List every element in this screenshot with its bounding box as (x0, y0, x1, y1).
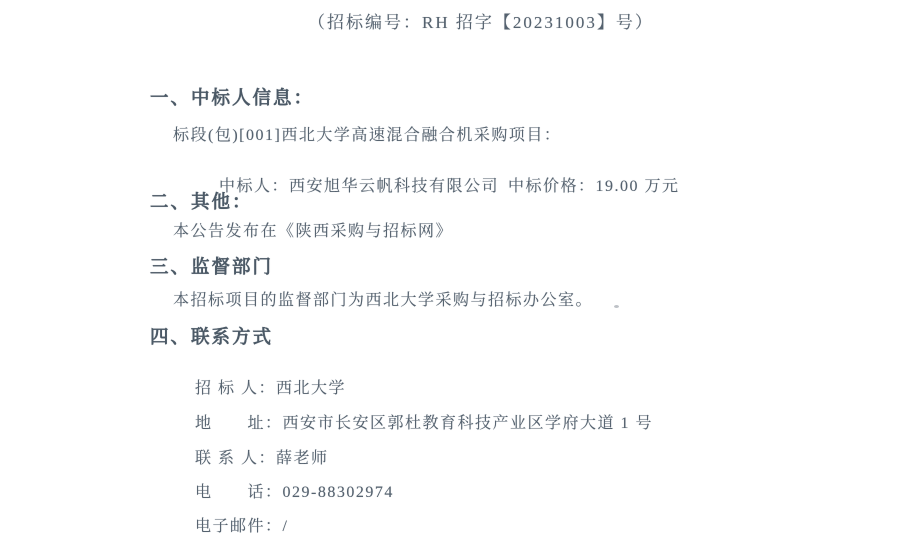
section-heading-supervision: 三、监督部门 (150, 258, 274, 278)
package-line: 标段(包)[001]西北大学高速混合融合机采购项目： (173, 127, 562, 144)
scan-speck (614, 305, 619, 308)
winner-name: 西安旭华云帆科技有限公司 (289, 178, 500, 195)
section-heading-winner-info: 一、中标人信息： (150, 89, 315, 109)
other-body: 本公告发布在《陕西采购与招标网》 (173, 223, 454, 240)
price-value: 19.00 万元 (595, 178, 680, 195)
contact-value: / (282, 518, 289, 535)
contact-label: 招 标 人： (195, 380, 277, 397)
contact-value: 薛老师 (276, 450, 329, 467)
contact-value: 西安市长安区郭杜教育科技产业区学府大道 1 号 (282, 415, 654, 432)
contact-label: 电 话： (195, 484, 283, 501)
price-label: 中标价格： (508, 178, 596, 195)
bid-number-note: （招标编号：RH 招字【20231003】号） (308, 13, 654, 32)
contact-label: 地 址： (195, 415, 283, 432)
section-heading-contact: 四、联系方式 (150, 328, 274, 348)
contact-row-email (173, 495, 288, 554)
contact-value: 029-88302974 (282, 484, 394, 501)
price-group (475, 155, 680, 214)
winner-label: 中标人： (219, 178, 290, 195)
contact-label: 电子邮件： (195, 518, 283, 535)
supervision-body: 本招标项目的监督部门为西北大学采购与招标办公室。 (173, 292, 594, 309)
contact-label: 联 系 人： (195, 450, 277, 467)
section-heading-other: 二、其他： (150, 193, 253, 213)
contact-value: 西北大学 (276, 380, 347, 397)
